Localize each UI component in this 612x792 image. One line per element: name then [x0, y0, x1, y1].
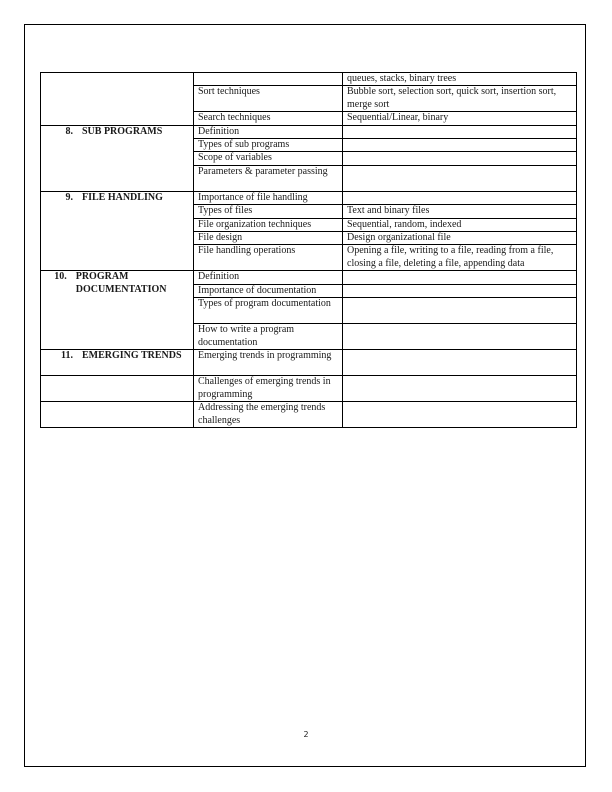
subtopic-cell: Importance of documentation: [194, 284, 343, 297]
topic-cell-empty: [41, 402, 194, 428]
topic-cell-continuation: [41, 73, 194, 126]
subtopic-cell: Search techniques: [194, 112, 343, 125]
table-row: [41, 350, 577, 376]
subtopic-cell: Scope of variables: [194, 152, 343, 165]
subtopic-cell: Types of program documentation: [194, 298, 343, 324]
subtopic-cell: File handling operations: [194, 245, 343, 271]
topic-number: 8.: [65, 125, 73, 137]
content-cell: [343, 165, 577, 191]
topic-title: PROGRAM DOCUMENTATION: [75, 271, 167, 295]
subtopic-cell: Challenges of emerging trends in programming: [194, 376, 343, 402]
topic-cell-sub-programs: [41, 125, 194, 191]
subtopic-cell: How to write a program documentation: [194, 324, 343, 350]
content-cell: [343, 191, 577, 204]
topic-cell-empty: [41, 376, 194, 402]
topic-title: SUB PROGRAMS: [82, 125, 163, 137]
table-row: [41, 271, 577, 284]
subtopic-cell: Sort techniques: [194, 86, 343, 112]
subtopic-cell: Parameters & parameter passing: [194, 165, 343, 191]
table-row: [41, 402, 577, 428]
syllabus-table: [40, 72, 577, 428]
subtopic-cell: Types of sub programs: [194, 139, 343, 152]
topic-title: EMERGING TRENDS: [82, 350, 182, 362]
subtopic-cell: [194, 73, 343, 86]
content-cell: queues, stacks, binary trees: [343, 73, 577, 86]
topic-cell-file-handling: [41, 191, 194, 271]
table-row: [41, 125, 577, 138]
content-cell: [343, 284, 577, 297]
content-cell: [343, 402, 577, 428]
subtopic-cell: Addressing the emerging trends challenges: [194, 402, 343, 428]
table-row: [41, 191, 577, 204]
table-row: [41, 73, 577, 86]
content-cell: Text and binary files: [343, 205, 577, 218]
content-cell: Sequential, random, indexed: [343, 218, 577, 231]
content-cell: [343, 271, 577, 284]
content-cell: Opening a file, writing to a file, reading from a file, closing a file, deleting a file, appending data: [343, 245, 577, 271]
table-row: [41, 376, 577, 402]
content-cell: [343, 350, 577, 376]
topic-cell-program-documentation: [41, 271, 194, 350]
content-cell: [343, 139, 577, 152]
content-cell: [343, 152, 577, 165]
subtopic-cell: Definition: [194, 271, 343, 284]
content-cell: Design organizational file: [343, 232, 577, 245]
topic-number: 10.: [54, 271, 67, 283]
topic-number: 11.: [61, 350, 73, 362]
topic-number: 9.: [65, 191, 73, 203]
subtopic-cell: File design: [194, 232, 343, 245]
content-cell: [343, 298, 577, 324]
topic-cell-emerging-trends: [41, 350, 194, 376]
subtopic-cell: Importance of file handling: [194, 191, 343, 204]
content-cell: [343, 125, 577, 138]
subtopic-cell: Types of files: [194, 205, 343, 218]
subtopic-cell: Emerging trends in programming: [194, 350, 343, 376]
content-cell: [343, 324, 577, 350]
subtopic-cell: Definition: [194, 125, 343, 138]
content-cell: [343, 376, 577, 402]
content-cell: Sequential/Linear, binary: [343, 112, 577, 125]
content-cell: Bubble sort, selection sort, quick sort, insertion sort, merge sort: [343, 86, 577, 112]
subtopic-cell: File organization techniques: [194, 218, 343, 231]
topic-title: FILE HANDLING: [82, 191, 163, 203]
page-number: 2: [303, 730, 309, 739]
